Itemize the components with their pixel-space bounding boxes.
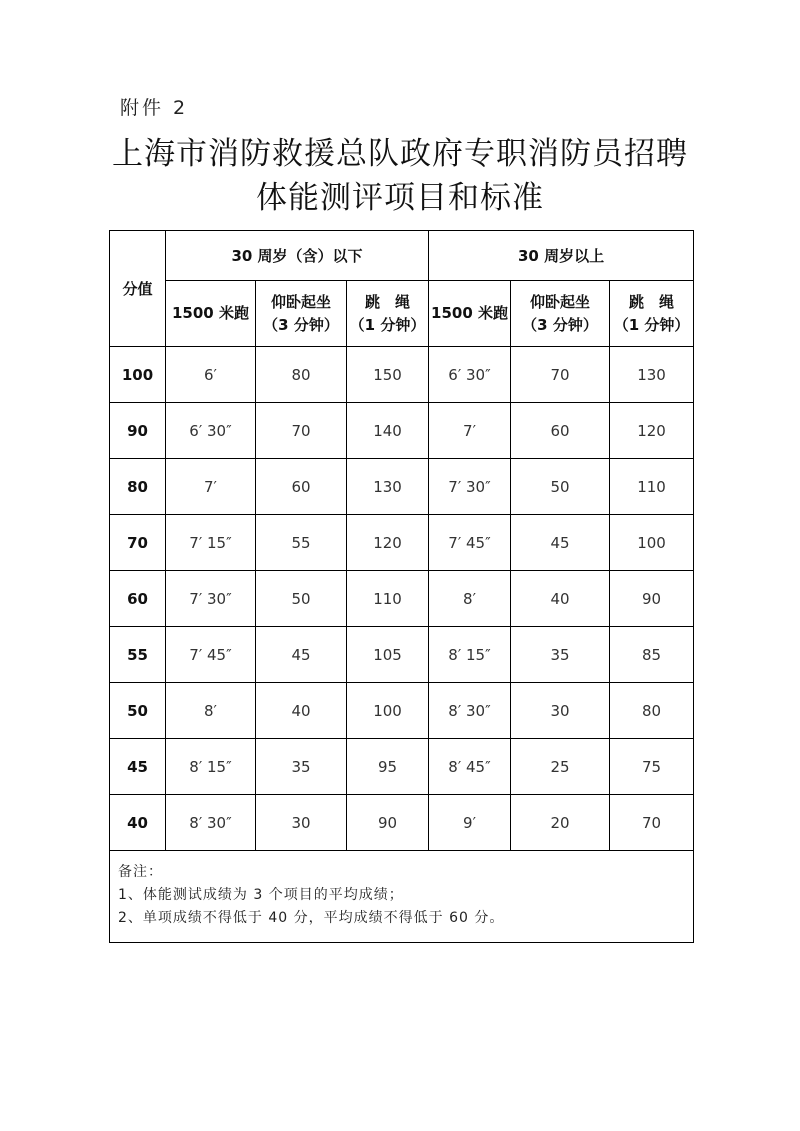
run-under-30-cell: 6′ 30″: [166, 403, 256, 459]
situp-under-30-cell: 45: [256, 627, 347, 683]
rope-under-30-cell: 95: [347, 739, 429, 795]
score-cell: 80: [110, 459, 166, 515]
run-over-30-cell: 6′ 30″: [429, 347, 511, 403]
situp-over-30-cell: 35: [511, 627, 610, 683]
col-header-situp: 仰卧起坐 （3 分钟）: [511, 281, 610, 347]
notes-heading: 备注：: [118, 864, 163, 880]
rope-under-30-cell: 130: [347, 459, 429, 515]
situp-under-30-cell: 50: [256, 571, 347, 627]
situp-over-30-cell: 30: [511, 683, 610, 739]
rope-under-30-cell: 100: [347, 683, 429, 739]
score-cell: 60: [110, 571, 166, 627]
situp-over-30-cell: 50: [511, 459, 610, 515]
rope-under-30-cell: 105: [347, 627, 429, 683]
situp-under-30-cell: 60: [256, 459, 347, 515]
score-cell: 90: [110, 403, 166, 459]
notes-row: [110, 851, 694, 943]
rope-over-30-cell: 110: [610, 459, 694, 515]
run-over-30-cell: 9′: [429, 795, 511, 851]
situp-under-30-cell: 70: [256, 403, 347, 459]
table-row: [110, 627, 694, 683]
score-header: 分值: [110, 231, 166, 347]
col-header-rope: 跳 绳 （1 分钟）: [347, 281, 429, 347]
situp-over-30-cell: 70: [511, 347, 610, 403]
situp-under-30-cell: 55: [256, 515, 347, 571]
group-header-under-30: 30 周岁（含）以下: [166, 231, 429, 281]
run-under-30-cell: 7′ 45″: [166, 627, 256, 683]
score-cell: 55: [110, 627, 166, 683]
run-over-30-cell: 8′ 45″: [429, 739, 511, 795]
situp-over-30-cell: 40: [511, 571, 610, 627]
score-cell: 70: [110, 515, 166, 571]
run-over-30-cell: 7′ 45″: [429, 515, 511, 571]
score-cell: 50: [110, 683, 166, 739]
table-row: [110, 683, 694, 739]
run-under-30-cell: 8′ 15″: [166, 739, 256, 795]
notes-cell: [110, 851, 694, 943]
situp-under-30-cell: 30: [256, 795, 347, 851]
col-header-situp: 仰卧起坐 （3 分钟）: [256, 281, 347, 347]
run-over-30-cell: 8′: [429, 571, 511, 627]
rope-under-30-cell: 140: [347, 403, 429, 459]
rope-over-30-cell: 130: [610, 347, 694, 403]
rope-over-30-cell: 90: [610, 571, 694, 627]
situp-over-30-cell: 20: [511, 795, 610, 851]
notes-line: 2、单项成绩不得低于 40 分，平均成绩不得低于 60 分。: [118, 910, 505, 926]
run-under-30-cell: 7′: [166, 459, 256, 515]
rope-under-30-cell: 110: [347, 571, 429, 627]
run-under-30-cell: 6′: [166, 347, 256, 403]
situp-under-30-cell: 80: [256, 347, 347, 403]
run-under-30-cell: 7′ 15″: [166, 515, 256, 571]
run-under-30-cell: 8′ 30″: [166, 795, 256, 851]
rope-over-30-cell: 80: [610, 683, 694, 739]
group-header-over-30: 30 周岁以上: [429, 231, 694, 281]
rope-over-30-cell: 85: [610, 627, 694, 683]
table-row: [110, 795, 694, 851]
table-row: [110, 347, 694, 403]
score-cell: 45: [110, 739, 166, 795]
run-under-30-cell: 7′ 30″: [166, 571, 256, 627]
situp-over-30-cell: 60: [511, 403, 610, 459]
standards-table: [109, 230, 694, 943]
table-row: [110, 459, 694, 515]
situp-under-30-cell: 40: [256, 683, 347, 739]
rope-under-30-cell: 150: [347, 347, 429, 403]
run-over-30-cell: 8′ 15″: [429, 627, 511, 683]
situp-over-30-cell: 45: [511, 515, 610, 571]
col-header-run: 1500 米跑: [429, 281, 511, 347]
col-header-run: 1500 米跑: [166, 281, 256, 347]
score-cell: 40: [110, 795, 166, 851]
rope-over-30-cell: 100: [610, 515, 694, 571]
rope-over-30-cell: 75: [610, 739, 694, 795]
situp-under-30-cell: 35: [256, 739, 347, 795]
rope-under-30-cell: 120: [347, 515, 429, 571]
rope-under-30-cell: 90: [347, 795, 429, 851]
run-over-30-cell: 7′: [429, 403, 511, 459]
table-row: [110, 515, 694, 571]
run-over-30-cell: 7′ 30″: [429, 459, 511, 515]
table-row: [110, 571, 694, 627]
table-row: [110, 403, 694, 459]
document-title: 上海市消防救援总队政府专职消防员招聘: [112, 136, 688, 172]
attachment-label: 附件 2: [120, 97, 189, 119]
table-row: [110, 739, 694, 795]
run-over-30-cell: 8′ 30″: [429, 683, 511, 739]
run-under-30-cell: 8′: [166, 683, 256, 739]
score-cell: 100: [110, 347, 166, 403]
situp-over-30-cell: 25: [511, 739, 610, 795]
col-header-rope: 跳 绳 （1 分钟）: [610, 281, 694, 347]
document-subtitle: 体能测评项目和标准: [256, 180, 544, 216]
rope-over-30-cell: 70: [610, 795, 694, 851]
rope-over-30-cell: 120: [610, 403, 694, 459]
notes-line: 1、体能测试成绩为 3 个项目的平均成绩；: [118, 887, 404, 903]
